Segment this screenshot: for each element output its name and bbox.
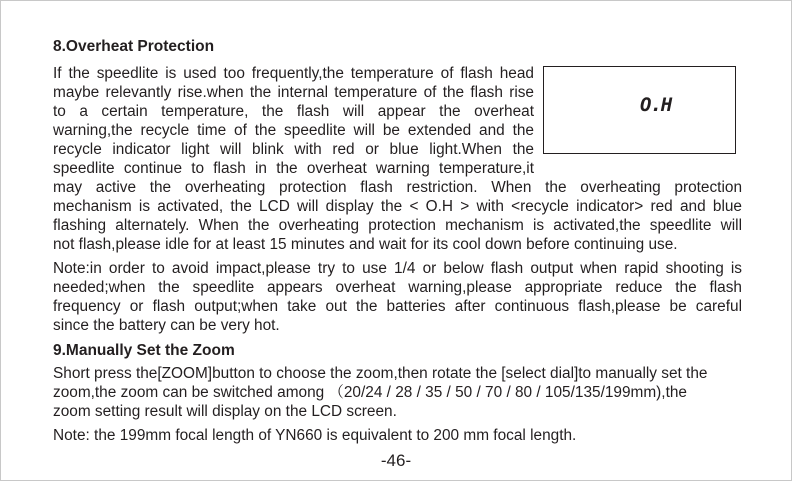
section-9-line-2: zoom,the zoom can be switched among （20/24 / 28 / 35 / 50 / 70 / 80 / 105/135/199mm),the (53, 384, 687, 401)
section-8-heading: 8.Overheat Protection (53, 38, 215, 55)
section-9-line-3: zoom setting result will display on the LCD screen. (53, 403, 397, 420)
section-8-line-6: speedlite continue to flash in the overheat warning temperature,it (53, 160, 534, 177)
section-9-line-1: Short press the[ZOOM]button to choose the zoom,then rotate the [select dial]to manually set the (53, 365, 708, 382)
section-8-line-5: recycle indicator light will blink with red or blue light.When the (53, 141, 534, 158)
section-8-note-line-2: needed;when the speedlite appears overheat warning,please appropriate reduce the flash (53, 279, 742, 296)
section-8-line-7: may active the overheating protection flash restriction. When the overheating protection (53, 179, 742, 196)
section-8-note-line-1: Note:in order to avoid impact,please try to use 1/4 or below flash output when rapid shooting is (53, 260, 742, 277)
lcd-screen-illustration (543, 66, 736, 154)
section-8-line-2: maybe relevantly rise.when the internal temperature of the flash rise (53, 84, 534, 101)
page-number: -46- (380, 451, 412, 470)
section-8-line-1: If the speedlite is used too frequently,the temperature of flash head (53, 65, 534, 82)
section-8-line-10: not flash,please idle for at least 15 minutes and wait for its cool down before continuing use. (53, 236, 678, 253)
section-8-line-4: warning,the recycle time of the speedlite will be extended and the (53, 122, 534, 139)
section-8-line-8: mechanism is activated, the LCD will display the < O.H > with <recycle indicator> red and blue (53, 198, 742, 215)
lcd-overheat-indicator: O.H (640, 94, 672, 116)
section-8-note-line-4: since the battery can be very hot. (53, 317, 280, 334)
section-8-note-line-3: frequency or flash output;when take out the batteries after continuous flash,please be careful (53, 298, 742, 315)
section-9-note: Note: the 199mm focal length of YN660 is equivalent to 200 mm focal length. (53, 427, 577, 444)
section-8-line-3: to a certain temperature, the flash will appear the overheat (53, 103, 534, 120)
section-8-line-9: flashing alternately. When the overheating protection mechanism is activated,the speedlite will (53, 217, 742, 234)
section-9-heading: 9.Manually Set the Zoom (53, 342, 235, 359)
